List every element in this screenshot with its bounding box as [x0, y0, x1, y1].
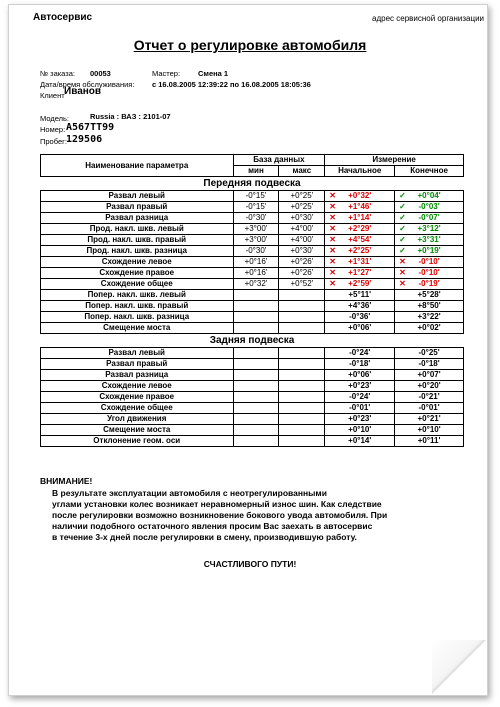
initial-value-cell — [325, 257, 395, 268]
notice-text — [52, 488, 452, 543]
initial-value-cell — [325, 213, 395, 224]
check-icon: ✓ — [399, 235, 406, 244]
param-name: Угол движения — [41, 414, 234, 425]
initial-value-cell — [325, 381, 395, 392]
measurement-value: +3°31' — [417, 235, 441, 244]
measurement-value: -0°10' — [418, 268, 440, 277]
measurement-value: +1°14' — [348, 213, 372, 222]
plate-label: Номер: — [40, 125, 66, 134]
model-value: Russia : ВАЗ : 2101-07 — [90, 112, 171, 121]
table-row — [41, 301, 464, 312]
param-name: Попер. накл. шкв. левый — [41, 290, 234, 301]
plate-value: А567ТТ99 — [66, 122, 115, 133]
notice-line: в течение 3-х дней после регулировки в смену, производившую работу. — [52, 532, 357, 542]
max-value — [279, 348, 325, 359]
order-number-label: № заказа: — [40, 69, 75, 78]
measurement-value: +2°29' — [348, 224, 372, 233]
initial-value-cell — [325, 403, 395, 414]
table-row — [41, 290, 464, 301]
measurement-value: -0°10' — [418, 257, 440, 266]
final-value-cell — [395, 370, 464, 381]
max-value — [279, 323, 325, 334]
initial-value-cell — [325, 202, 395, 213]
min-value — [233, 323, 279, 334]
measurement-value: +0°10' — [348, 425, 372, 434]
table-row — [41, 257, 464, 268]
min-value — [233, 403, 279, 414]
initial-value-cell — [325, 246, 395, 257]
min-value — [233, 392, 279, 403]
cross-icon: ✕ — [329, 257, 336, 266]
max-value: +0°26' — [279, 268, 325, 279]
final-value-cell — [395, 290, 464, 301]
farewell-text: СЧАСТЛИВОГО ПУТИ! — [203, 559, 297, 569]
table-header-row — [41, 155, 464, 166]
initial-value-cell — [325, 279, 395, 290]
initial-value-cell — [325, 359, 395, 370]
page-curl — [432, 640, 486, 694]
param-name: Попер. накл. шкв. разница — [41, 312, 234, 323]
measurement-value: +0°14' — [348, 436, 372, 445]
mileage-label: Пробег: — [40, 137, 67, 146]
min-value: +3°00' — [233, 235, 279, 246]
measurement-value: +0°21' — [417, 414, 441, 423]
notice-title: ВНИМАНИЕ! — [40, 476, 93, 486]
min-value: +3°00' — [233, 224, 279, 235]
param-name: Схождение правое — [41, 268, 234, 279]
measurement-value: -0°19' — [418, 279, 440, 288]
param-name: Схождение левое — [41, 381, 234, 392]
param-name: Прод. накл. шкв. левый — [41, 224, 234, 235]
min-value: -0°15' — [233, 202, 279, 213]
max-value — [279, 301, 325, 312]
table-row — [41, 359, 464, 370]
initial-value-cell — [325, 392, 395, 403]
table-row — [41, 370, 464, 381]
cross-icon: ✕ — [399, 279, 406, 288]
param-name: Схождение общее — [41, 403, 234, 414]
final-value-cell — [395, 323, 464, 334]
cross-icon: ✕ — [329, 224, 336, 233]
max-value — [279, 381, 325, 392]
final-value-cell — [395, 279, 464, 290]
min-value — [233, 414, 279, 425]
table-row — [41, 202, 464, 213]
measurement-value: -0°24' — [349, 348, 371, 357]
table-row — [41, 403, 464, 414]
measurement-value: +0°20' — [417, 381, 441, 390]
min-value: +0°16' — [233, 257, 279, 268]
max-value: +0°30' — [279, 246, 325, 257]
measurement-value: +0°06' — [348, 370, 372, 379]
measurement-value: -0°01' — [349, 403, 371, 412]
min-value — [233, 290, 279, 301]
measurement-value: +0°32' — [348, 191, 372, 200]
final-value-cell — [395, 301, 464, 312]
table-row — [41, 381, 464, 392]
measurement-value: +5°28' — [417, 290, 441, 299]
cross-icon: ✕ — [329, 235, 336, 244]
table-row — [41, 213, 464, 224]
final-value-cell — [395, 312, 464, 323]
measurement-value: +0°10' — [417, 425, 441, 434]
check-icon: ✓ — [399, 246, 406, 255]
max-value — [279, 403, 325, 414]
final-value-cell — [395, 425, 464, 436]
initial-value-cell — [325, 348, 395, 359]
service-address: адрес сервисной организации — [372, 14, 485, 23]
final-value-cell — [395, 268, 464, 279]
cross-icon: ✕ — [399, 268, 406, 277]
check-icon: ✓ — [399, 213, 406, 222]
table-row — [41, 224, 464, 235]
measurement-value: -0°21' — [418, 392, 440, 401]
initial-value-cell — [325, 235, 395, 246]
table-row — [41, 436, 464, 447]
cross-icon: ✕ — [329, 268, 336, 277]
cross-icon: ✕ — [329, 246, 336, 255]
param-name: Развал правый — [41, 359, 234, 370]
max-value: +4°00' — [279, 235, 325, 246]
param-name: Отклонение геом. оси — [41, 436, 234, 447]
datetime-label: Дата/время обслуживания: — [40, 80, 135, 89]
notice-line: наличии подобного остаточного явления просим Вас заехать в автосервис — [52, 521, 373, 531]
initial-value-cell — [325, 323, 395, 334]
min-value — [233, 425, 279, 436]
final-value-cell — [395, 213, 464, 224]
table-row — [41, 235, 464, 246]
notice-line: углами установки колес возникает неравномерный износ шин. Как следствие — [52, 499, 382, 509]
final-value-cell — [395, 414, 464, 425]
param-name: Схождение правое — [41, 392, 234, 403]
notice-line: В результате эксплуатации автомобиля с неотрегулированными — [52, 488, 327, 498]
min-value — [233, 381, 279, 392]
max-value — [279, 425, 325, 436]
initial-value-cell — [325, 414, 395, 425]
final-value-cell — [395, 359, 464, 370]
check-icon: ✓ — [399, 224, 406, 233]
initial-value-cell — [325, 224, 395, 235]
initial-column-header: Начальное — [325, 166, 395, 177]
param-name: Схождение общее — [41, 279, 234, 290]
final-value-cell — [395, 436, 464, 447]
param-name: Попер. накл. шкв. правый — [41, 301, 234, 312]
final-column-header: Конечное — [395, 166, 464, 177]
min-value — [233, 370, 279, 381]
measurement-column-header: Измерение — [325, 155, 464, 166]
min-value: -0°15' — [233, 191, 279, 202]
measurement-value: +1°31' — [348, 257, 372, 266]
min-value: +0°32' — [233, 279, 279, 290]
cross-icon: ✕ — [399, 257, 406, 266]
measurement-value: +0°07' — [417, 370, 441, 379]
final-value-cell — [395, 202, 464, 213]
max-value: +0°30' — [279, 213, 325, 224]
param-name: Прод. накл. шкв. разница — [41, 246, 234, 257]
param-name: Развал разница — [41, 370, 234, 381]
final-value-cell — [395, 403, 464, 414]
measurement-value: +0°19' — [417, 246, 441, 255]
measurement-value: -0°24' — [349, 392, 371, 401]
measurement-value: +4°36' — [348, 301, 372, 310]
table-row — [41, 312, 464, 323]
max-value: +0°25' — [279, 191, 325, 202]
front-section-title: Передняя подвеска — [203, 178, 301, 189]
param-name: Смещение моста — [41, 425, 234, 436]
min-value — [233, 436, 279, 447]
min-value — [233, 312, 279, 323]
param-name: Развал правый — [41, 202, 234, 213]
measurement-value: -0°25' — [418, 348, 440, 357]
final-value-cell — [395, 257, 464, 268]
measurement-value: +5°11' — [348, 290, 372, 299]
measurement-value: -0°03' — [418, 202, 440, 211]
min-value — [233, 359, 279, 370]
max-value: +0°26' — [279, 257, 325, 268]
measurement-value: +2°25' — [348, 246, 372, 255]
measurement-value: +3°22' — [417, 312, 441, 321]
max-value — [279, 392, 325, 403]
final-value-cell — [395, 246, 464, 257]
cross-icon: ✕ — [329, 213, 336, 222]
measurement-value: +0°23' — [348, 414, 372, 423]
initial-value-cell — [325, 301, 395, 312]
table-row — [41, 246, 464, 257]
min-value — [233, 348, 279, 359]
initial-value-cell — [325, 312, 395, 323]
param-name: Развал левый — [41, 191, 234, 202]
min-value: -0°30' — [233, 213, 279, 224]
table-row — [41, 414, 464, 425]
max-value — [279, 359, 325, 370]
measurement-value: +2°59' — [348, 279, 372, 288]
measurement-value: -0°18' — [349, 359, 371, 368]
front-section — [41, 177, 464, 191]
master-label: Мастер: — [152, 69, 181, 78]
max-value — [279, 370, 325, 381]
measurement-value: +8°50' — [417, 301, 441, 310]
report-title: Отчет о регулировке автомобиля — [133, 37, 367, 53]
max-value — [279, 436, 325, 447]
cross-icon: ✕ — [329, 191, 336, 200]
table-row — [41, 348, 464, 359]
table-row — [41, 279, 464, 290]
model-label: Модель: — [40, 114, 70, 123]
max-value — [279, 414, 325, 425]
table-row — [41, 191, 464, 202]
measurement-value: +0°11' — [417, 436, 441, 445]
initial-value-cell — [325, 425, 395, 436]
final-value-cell — [395, 224, 464, 235]
param-name: Развал левый — [41, 348, 234, 359]
measurement-value: +0°06' — [348, 323, 372, 332]
database-column-header: База данных — [233, 155, 325, 166]
max-value: +4°00' — [279, 224, 325, 235]
final-value-cell — [395, 235, 464, 246]
cross-icon: ✕ — [329, 279, 336, 288]
mileage-value: 129506 — [66, 134, 103, 145]
measurement-value: -0°01' — [418, 403, 440, 412]
min-column-header: мин — [233, 166, 279, 177]
initial-value-cell — [325, 370, 395, 381]
param-name: Смещение моста — [41, 323, 234, 334]
measurement-value: -0°18' — [418, 359, 440, 368]
rear-section — [41, 334, 464, 348]
final-value-cell — [395, 392, 464, 403]
order-number: 00053 — [90, 69, 111, 78]
min-value: +0°16' — [233, 268, 279, 279]
alignment-table — [40, 154, 464, 447]
master-value: Смена 1 — [198, 69, 229, 78]
initial-value-cell — [325, 191, 395, 202]
measurement-value: +0°02' — [417, 323, 441, 332]
final-value-cell — [395, 348, 464, 359]
notice-line: после регулировки возможно возникновение бокового увода автомобиля. При — [52, 510, 388, 520]
measurement-value: -0°07' — [418, 213, 440, 222]
min-value: -0°30' — [233, 246, 279, 257]
initial-value-cell — [325, 268, 395, 279]
datetime-value: с 16.08.2005 12:39:22 по 16.08.2005 18:05:36 — [152, 80, 311, 89]
measurement-value: -0°36' — [349, 312, 371, 321]
param-column-header: Наименование параметра — [41, 155, 234, 177]
measurement-value: +0°04' — [417, 191, 441, 200]
table-row — [41, 425, 464, 436]
min-value — [233, 301, 279, 312]
max-value — [279, 312, 325, 323]
param-name: Прод. накл. шкв. правый — [41, 235, 234, 246]
measurement-value: +0°23' — [348, 381, 372, 390]
max-value: +0°25' — [279, 202, 325, 213]
check-icon: ✓ — [399, 191, 406, 200]
table-row — [41, 323, 464, 334]
measurement-value: +1°27' — [348, 268, 372, 277]
client-label: Клиент — [40, 91, 65, 100]
table-row — [41, 392, 464, 403]
param-name: Развал разница — [41, 213, 234, 224]
cross-icon: ✕ — [329, 202, 336, 211]
final-value-cell — [395, 191, 464, 202]
initial-value-cell — [325, 290, 395, 301]
measurement-value: +1°46' — [348, 202, 372, 211]
measurement-value: +3°12' — [417, 224, 441, 233]
client-value: Иванов — [64, 86, 102, 97]
company-name: Автосервис — [33, 12, 93, 23]
measurement-value: +4°54' — [348, 235, 372, 244]
max-value: +0°52' — [279, 279, 325, 290]
final-value-cell — [395, 381, 464, 392]
param-name: Схождение левое — [41, 257, 234, 268]
rear-section-title: Задняя подвеска — [209, 335, 295, 346]
check-icon: ✓ — [399, 202, 406, 211]
max-column-header: макс — [279, 166, 325, 177]
table-row — [41, 268, 464, 279]
initial-value-cell — [325, 436, 395, 447]
max-value — [279, 290, 325, 301]
